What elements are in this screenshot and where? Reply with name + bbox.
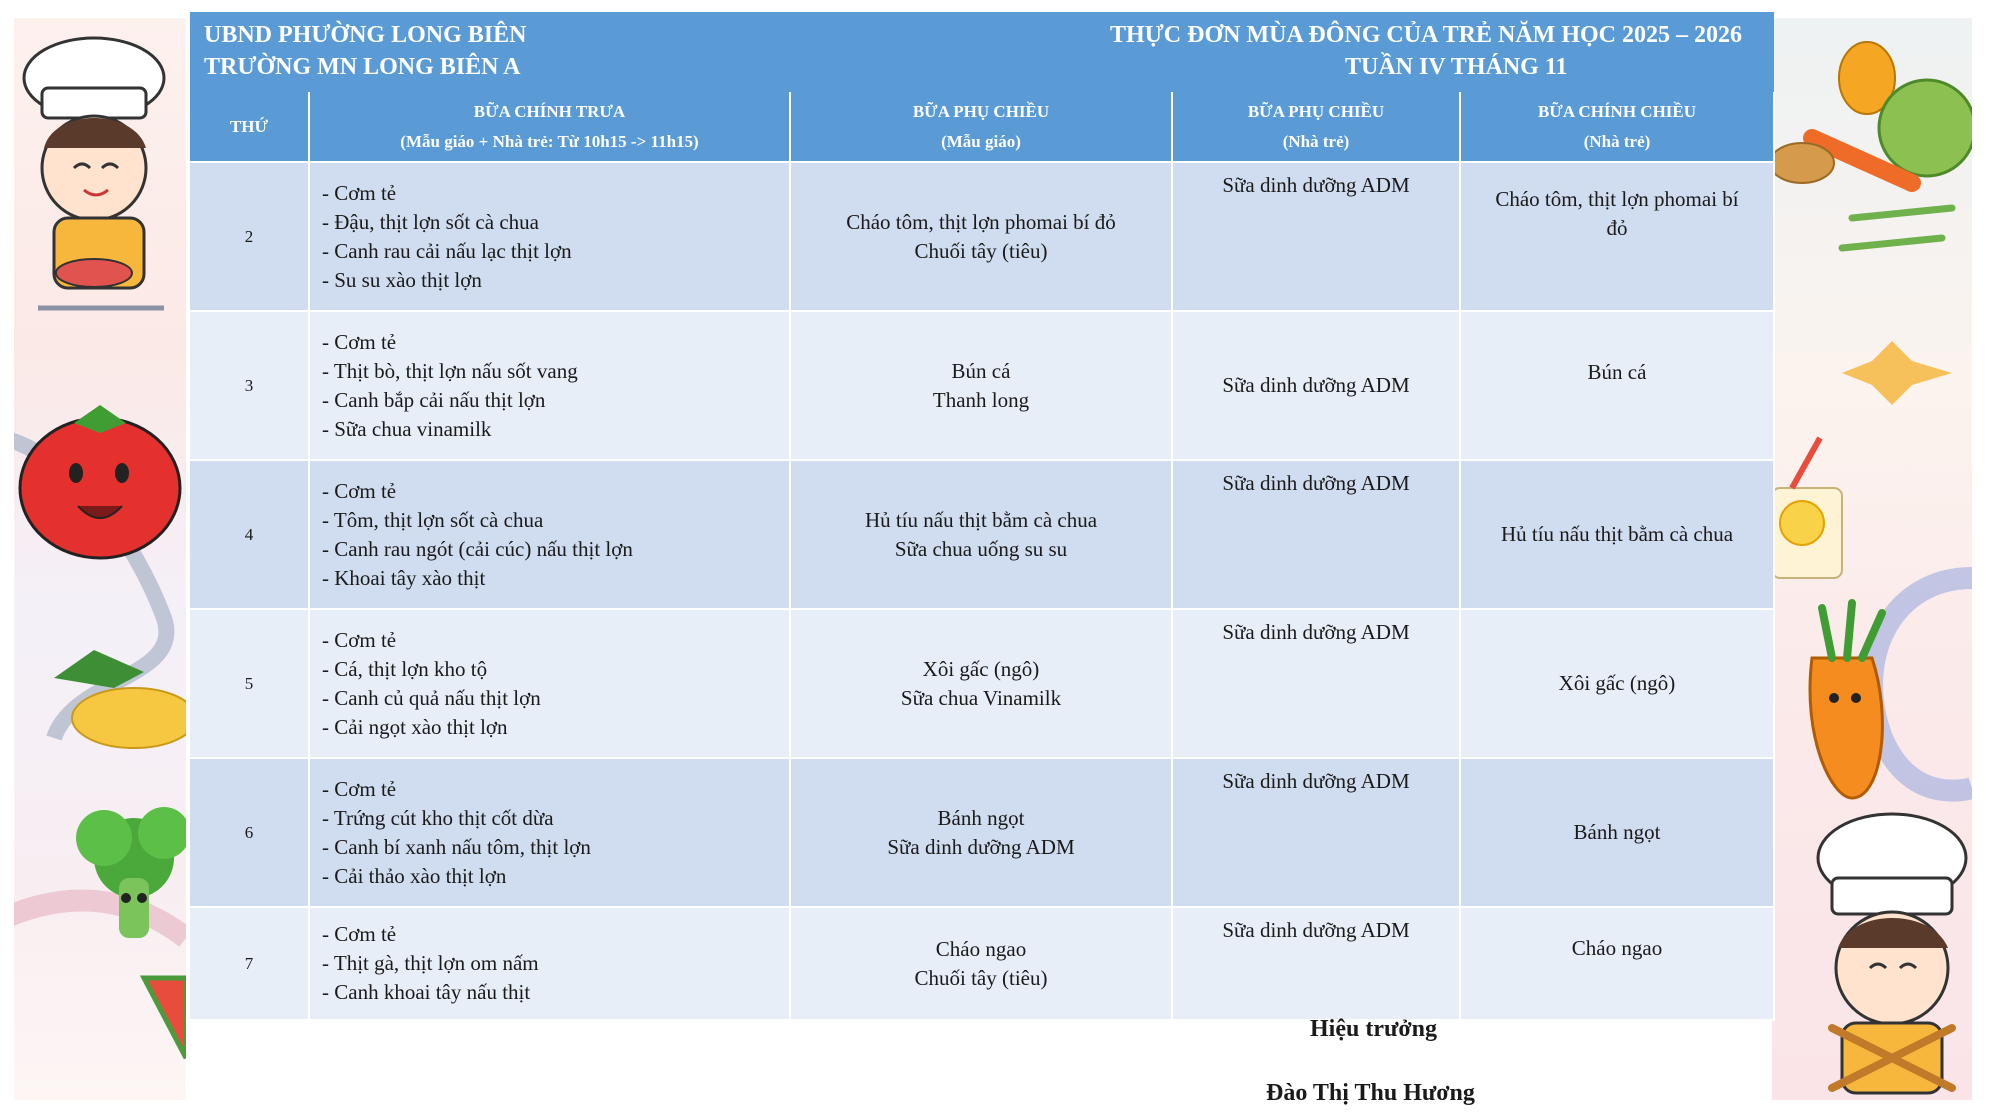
dish-item: Cháo ngao bbox=[1571, 936, 1663, 960]
day-cell: 2 bbox=[190, 162, 309, 311]
day-cell: 4 bbox=[190, 460, 309, 609]
col-header-lunch bbox=[309, 92, 790, 162]
right-decorations bbox=[1772, 18, 1972, 1100]
col-header-lunch-title: BỮA CHÍNH TRƯA bbox=[473, 101, 626, 121]
school-name: TRƯỜNG MN LONG BIÊN A bbox=[204, 54, 521, 80]
dish-item: Bánh ngọt bbox=[1573, 820, 1661, 844]
table-row bbox=[190, 162, 1774, 311]
table-header-row bbox=[190, 92, 1774, 162]
dish-item: - Cải thảo xào thịt lợn bbox=[322, 863, 507, 888]
dinner-cell bbox=[1460, 460, 1774, 609]
dish-item: - Thịt bò, thịt lợn nấu sốt vang bbox=[322, 358, 578, 383]
dish-item: - Canh rau ngót (cải cúc) nấu thịt lợn bbox=[322, 536, 633, 561]
dish-item: - Cơm tẻ bbox=[322, 922, 397, 946]
dish-item: - Tôm, thịt lợn sốt cà chua bbox=[322, 507, 544, 532]
dish-item: Cháo tôm, thịt lợn phomai bí đỏ bbox=[846, 209, 1116, 234]
snack-nt-cell: Sữa dinh dưỡng ADM bbox=[1172, 907, 1460, 1020]
lunch-cell bbox=[309, 758, 790, 907]
day-cell: 6 bbox=[190, 758, 309, 907]
dinner-cell bbox=[1460, 162, 1774, 311]
chef-boy-illustration bbox=[1818, 814, 1966, 1093]
lunch-cell bbox=[309, 162, 790, 311]
star-decoration bbox=[1842, 341, 1952, 405]
dish-item: - Canh rau cải nấu lạc thịt lợn bbox=[322, 238, 572, 263]
dish-item: - Canh bắp cải nấu thịt lợn bbox=[322, 387, 546, 412]
dish-item: Chuối tây (tiêu) bbox=[914, 965, 1048, 990]
snack-mg-cell bbox=[790, 907, 1172, 1020]
snack-mg-cell bbox=[790, 758, 1172, 907]
menu-week: TUẦN IV THÁNG 11 bbox=[1345, 54, 1568, 80]
dish-item: Bánh ngọt bbox=[937, 805, 1025, 830]
snack-mg-cell bbox=[790, 311, 1172, 460]
menu-sheet bbox=[190, 12, 1774, 1021]
vegetables-illustration bbox=[1772, 42, 1972, 248]
col-header-snack-nt bbox=[1172, 92, 1460, 162]
header-banner bbox=[190, 12, 1774, 92]
dish-item: - Cơm tẻ bbox=[322, 329, 397, 354]
dish-item: - Sữa chua vinamilk bbox=[322, 416, 492, 441]
dish-item: Bún cá bbox=[951, 358, 1011, 383]
signature-name: Đào Thị Thu Hương bbox=[1266, 1080, 1475, 1106]
left-decoration-panel bbox=[14, 18, 186, 1100]
dish-item: Chuối tây (tiêu) bbox=[914, 238, 1048, 263]
dish-item: - Khoai tây xào thịt bbox=[322, 565, 486, 590]
dish-item: - Canh củ quả nấu thịt lợn bbox=[322, 685, 541, 710]
ward-name: UBND PHƯỜNG LONG BIÊN bbox=[204, 22, 527, 48]
snack-mg-cell bbox=[790, 609, 1172, 758]
dish-item: Xôi gấc (ngô) bbox=[922, 656, 1040, 681]
snack-nt-cell: Sữa dinh dưỡng ADM bbox=[1172, 758, 1460, 907]
day-cell: 3 bbox=[190, 311, 309, 460]
table-row bbox=[190, 311, 1774, 460]
dish-item: - Su su xào thịt lợn bbox=[322, 267, 482, 292]
snack-mg-cell bbox=[790, 162, 1172, 311]
day-cell: 7 bbox=[190, 907, 309, 1020]
dish-item: Hủ tíu nấu thịt bằm cà chua bbox=[864, 507, 1098, 532]
dish-item: Xôi gấc (ngô) bbox=[1558, 671, 1676, 695]
lunch-cell bbox=[309, 609, 790, 758]
table-row bbox=[190, 758, 1774, 907]
dish-item: Bún cá bbox=[1587, 360, 1647, 384]
dish-item: Thanh long bbox=[932, 387, 1030, 412]
dinner-cell bbox=[1460, 609, 1774, 758]
dinner-cell bbox=[1460, 907, 1774, 1020]
dish-item: - Trứng cút kho thịt cốt dừa bbox=[322, 805, 554, 830]
col-header-snack-mg bbox=[790, 92, 1172, 162]
watermelon-illustration bbox=[144, 978, 186, 1058]
snack-nt-cell: Sữa dinh dưỡng ADM bbox=[1172, 609, 1460, 758]
table-row bbox=[190, 609, 1774, 758]
tomato-illustration bbox=[20, 405, 180, 558]
dish-item: Sữa dinh dưỡng ADM bbox=[887, 834, 1075, 859]
dinner-cell bbox=[1460, 758, 1774, 907]
lunch-cell bbox=[309, 907, 790, 1020]
lunch-cell bbox=[309, 460, 790, 609]
snack-nt-cell: Sữa dinh dưỡng ADM bbox=[1172, 460, 1460, 609]
left-decorations bbox=[14, 18, 186, 1100]
menu-table bbox=[190, 92, 1775, 1021]
dish-item: - Đậu, thịt lợn sốt cà chua bbox=[322, 209, 539, 234]
dish-item: Sữa chua uống su su bbox=[894, 536, 1068, 561]
dish-item: Cháo ngao bbox=[935, 936, 1027, 961]
dish-item: - Canh bí xanh nấu tôm, thịt lợn bbox=[322, 834, 591, 859]
dish-item: - Cơm tẻ bbox=[322, 776, 397, 801]
snack-nt-cell: Sữa dinh dưỡng ADM bbox=[1172, 162, 1460, 311]
col-header-day: THỨ bbox=[190, 92, 309, 162]
carrot-illustration bbox=[1810, 603, 1882, 798]
dish-item: Hủ tíu nấu thịt bằm cà chua bbox=[1500, 522, 1734, 546]
lunch-cell bbox=[309, 311, 790, 460]
menu-title: THỰC ĐƠN MÙA ĐÔNG CỦA TRẺ NĂM HỌC 2025 – 2026 bbox=[1110, 22, 1743, 48]
dish-item: - Cơm tẻ bbox=[322, 627, 397, 652]
day-cell: 5 bbox=[190, 609, 309, 758]
col-header-dinner-sub: (Nhà trẻ) bbox=[1583, 131, 1651, 151]
dish-item: - Canh khoai tây nấu thịt bbox=[322, 980, 531, 1004]
col-header-dinner bbox=[1460, 92, 1774, 162]
table-row bbox=[190, 460, 1774, 609]
col-header-snack-nt-sub: (Nhà trẻ) bbox=[1282, 131, 1350, 151]
signature-title: Hiệu trưởng bbox=[1310, 1016, 1438, 1042]
col-header-lunch-sub: (Mẫu giáo + Nhà trẻ: Từ 10h15 -> 11h15) bbox=[400, 131, 699, 151]
dish-item: - Thịt gà, thịt lợn om nấm bbox=[322, 951, 539, 975]
drink-illustration bbox=[1772, 438, 1842, 578]
col-header-snack-nt-title: BỮA PHỤ CHIỀU bbox=[1247, 101, 1385, 121]
table-row bbox=[190, 907, 1774, 1020]
dish-item: - Cơm tẻ bbox=[322, 478, 397, 503]
col-header-snack-mg-title: BỮA PHỤ CHIỀU bbox=[912, 101, 1050, 121]
snack-mg-cell bbox=[790, 460, 1172, 609]
col-header-snack-mg-sub: (Mẫu giáo) bbox=[941, 131, 1021, 151]
dish-item: Cháo tôm, thịt lợn phomai bí bbox=[1495, 187, 1739, 211]
dish-item: - Cải ngọt xào thịt lợn bbox=[322, 714, 508, 739]
col-header-dinner-title: BỮA CHÍNH CHIỀU bbox=[1537, 101, 1697, 121]
dish-item: Sữa chua Vinamilk bbox=[900, 685, 1062, 710]
chef-girl-illustration bbox=[24, 38, 164, 308]
right-decoration-panel bbox=[1772, 18, 1972, 1100]
snack-nt-cell: Sữa dinh dưỡng ADM bbox=[1172, 311, 1460, 460]
dinner-cell bbox=[1460, 311, 1774, 460]
dish-item: - Cá, thịt lợn kho tộ bbox=[322, 656, 488, 681]
dish-item: đỏ bbox=[1606, 216, 1628, 240]
dish-item: - Cơm tẻ bbox=[322, 180, 397, 205]
